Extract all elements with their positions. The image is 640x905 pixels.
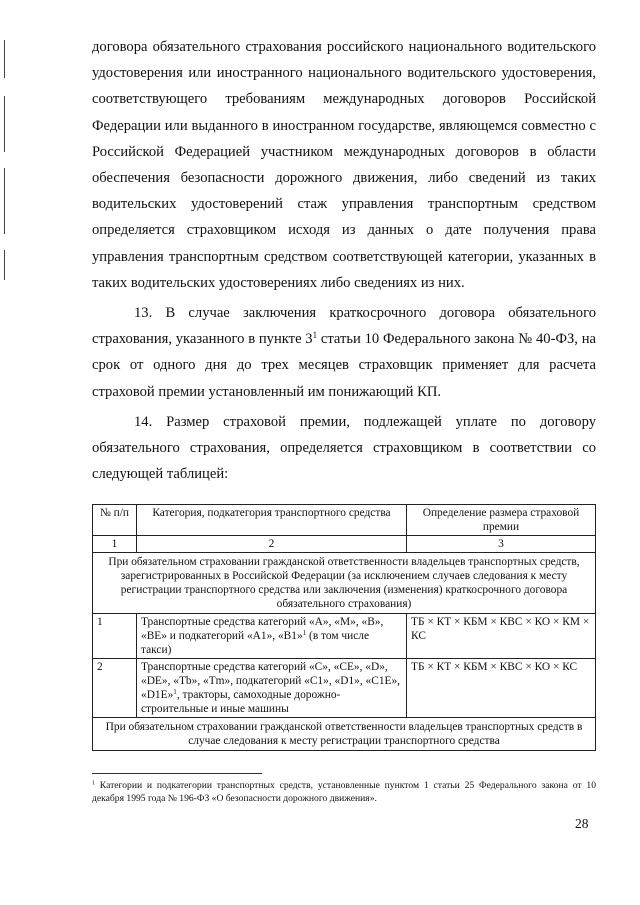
column-number: 2 (137, 536, 407, 553)
footnote-ref: 1 (312, 330, 318, 341)
paragraph-continuation: договора обязательного страхования российского национального водительского удостоверения или иностранного национального водительского удостоверения, соответствующего требованиям международных договоров Российской Федерации или выданного в иностранном государстве, являющемся совместно с Российской Федерацией участником международных договоров в области обеспечения безопасности дорожного движения, либо сведений из таких водительских удостоверений стаж управления транспортным средством определяется страховщиком исходя из данных о дате получения права управления транспортным средством соответствующей категории, указанных в таких водительских удостоверениях либо сведениях из них. (92, 39, 596, 291)
margin-mark (4, 168, 5, 234)
column-number: 3 (407, 536, 596, 553)
table-section-row (93, 553, 596, 614)
premium-table (92, 504, 596, 751)
row-formula: ТБ × КТ × КБМ × КВС × КО × КМ × КС (407, 614, 596, 659)
row-category (137, 614, 407, 659)
row-number: 2 (93, 659, 137, 718)
table-numbering-row (93, 536, 596, 553)
table-header-row (93, 505, 596, 536)
row-category-text-rest: (в том числе такси) (141, 630, 370, 656)
row-category-text: Транспортные средства категорий «С», «СЕ», «D», «DE», «Tb», «Tm», подкатегорий «С1», «D1», «С1Е», «D1E» (141, 661, 401, 701)
paragraph-13-text-rest: статьи 10 Федерального закона № 40-ФЗ, на срок от одного дня до трех месяцев страховщик применяет для расчета страховой премии установленный им понижающий КП. (92, 331, 596, 400)
footnote-marker: 1 (92, 780, 95, 787)
paragraph-13 (92, 300, 596, 405)
margin-mark (4, 250, 5, 280)
paragraph-13-text: 13. В случае заключения краткосрочного договора обязательного страхования, указанного в пункте 3 (92, 305, 596, 348)
paragraph-14: 14. Размер страховой премии, подлежащей уплате по договору обязательного страхования, определяется страховщиком в соответствии со следующей таблицей: (92, 413, 596, 483)
footnote-ref: 1 (173, 688, 177, 697)
header-number: № п/п (93, 505, 137, 536)
row-category (137, 659, 407, 718)
header-premium: Определение размера страховой премии (407, 505, 596, 536)
margin-mark (4, 96, 5, 152)
row-category-text: Транспортные средства категорий «А», «М», «В», «ВЕ» и подкатегорий «А1», «В1» (141, 616, 384, 642)
table-row (93, 659, 596, 718)
margin-mark (4, 40, 5, 78)
row-formula: ТБ × КТ × КБМ × КВС × КО × КС (407, 659, 596, 718)
footnote-text: Категории и подкатегории транспортных средств, установленные пунктом 1 статьи 25 Федерального закона от 10 декабря 1995 года № 196-ФЗ «О безопасности дорожного движения». (92, 780, 596, 804)
footnote-divider (92, 773, 262, 774)
document-body (92, 34, 596, 487)
table-row (93, 614, 596, 659)
section-heading: При обязательном страховании гражданской ответственности владельцев транспортных средств, зарегистрированных в Российской Федерации (за исключением случаев следования к месту регистрации транспортного средства или заключения (изменения) краткосрочного договора обязательного страхования) (93, 553, 596, 614)
table-section-row (93, 718, 596, 751)
section-heading: При обязательном страховании гражданской ответственности владельцев транспортных средств в случае следования к месту регистрации транспортного средства (93, 718, 596, 751)
footnote-ref: 1 (302, 629, 307, 638)
header-category: Категория, подкатегория транспортного средства (137, 505, 407, 536)
row-category-text-rest: , тракторы, самоходные дорожно-строительные и иные машины (141, 689, 341, 715)
row-number: 1 (93, 614, 137, 659)
page-number: 28 (575, 816, 589, 831)
column-number: 1 (93, 536, 137, 553)
footnote (92, 779, 596, 805)
